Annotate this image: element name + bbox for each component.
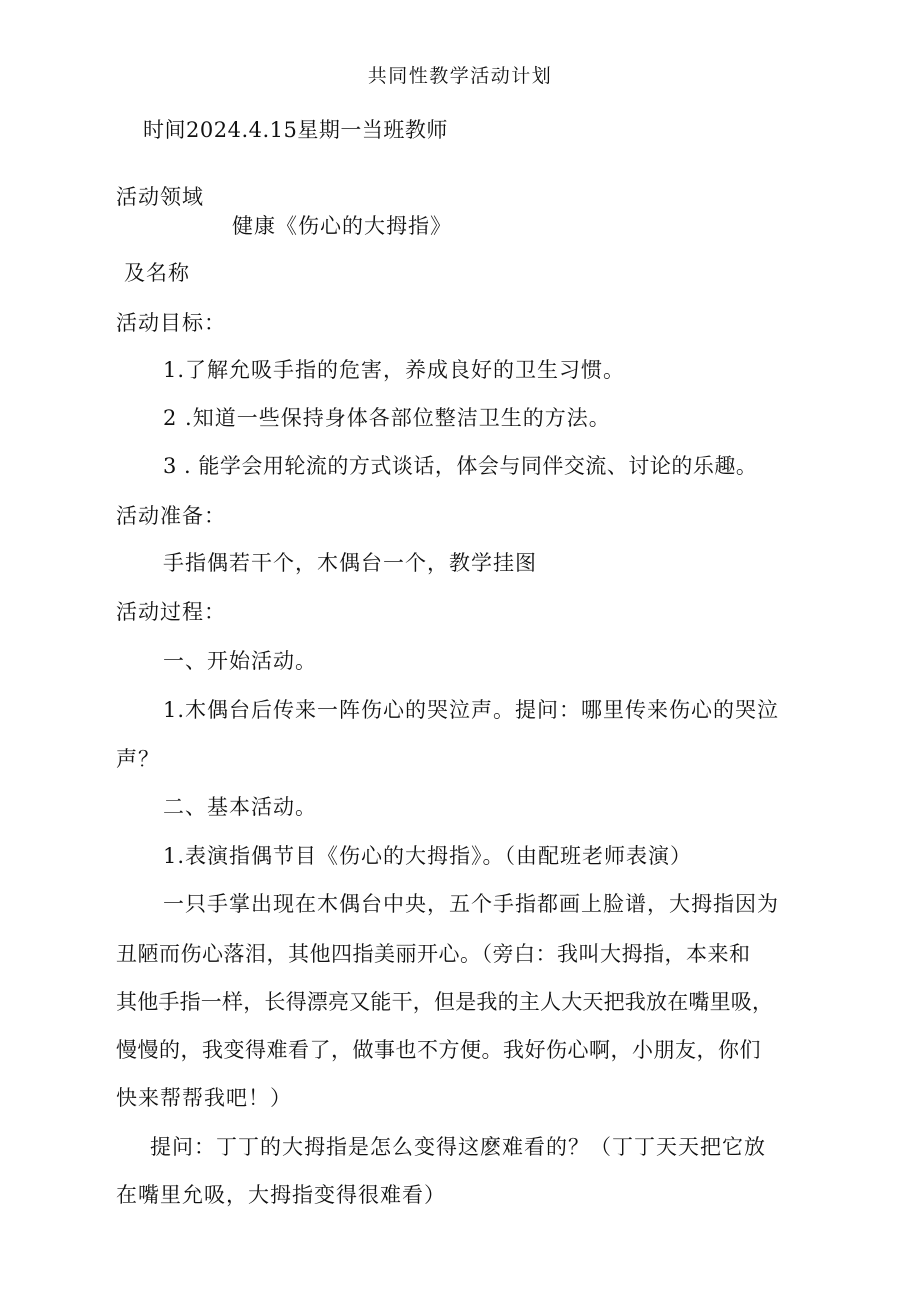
domain-value: 健康《伤心的大拇指》	[232, 214, 452, 238]
section1-heading: 一、开始活动。	[163, 649, 317, 673]
time-line: 时间2024.4.15星期一当班教师	[143, 118, 448, 142]
paragraph-1-line-3: 其他手指一样，长得漂亮又能干，但是我的主人大天把我放在嘴里吸，	[116, 990, 774, 1014]
document-title: 共同性教学活动计划	[367, 65, 553, 87]
section1-item1-line2: 声？	[116, 747, 160, 771]
domain-label-2: 及名称	[124, 261, 190, 285]
goal-item-1: 1.了解允吸手指的危害，养成良好的卫生习惯。	[163, 358, 626, 382]
section1-item1-line1: 1.木偶台后传来一阵伤心的哭泣声。提问：哪里传来伤心的哭泣	[163, 698, 780, 722]
section2-heading: 二、基本活动。	[163, 795, 317, 819]
prep-text: 手指偶若干个，木偶台一个，教学挂图	[163, 551, 537, 575]
paragraph-2-line-2: 在嘴里允吸，大拇指变得很难看）	[116, 1183, 446, 1207]
process-heading: 活动过程：	[116, 600, 226, 624]
paragraph-1-line-4: 慢慢的，我变得难看了，做事也不方便。我好伤心啊，小朋友，你们	[116, 1038, 761, 1062]
paragraph-1-line-5: 快来帮帮我吧！）	[116, 1086, 292, 1110]
goal-item-2: 2 .知道一些保持身体各部位整洁卫生的方法。	[163, 406, 611, 430]
section2-item1: 1.表演指偶节目《伤心的大拇指》。（由配班老师表演）	[163, 844, 693, 868]
paragraph-1-line-1: 一只手掌出现在木偶台中央，五个手指都画上脸谱，大拇指因为	[163, 892, 779, 916]
prep-heading: 活动准备：	[116, 504, 226, 528]
paragraph-2-line-1: 提问：丁丁的大拇指是怎么变得这麽难看的？（丁丁天天把它放	[150, 1135, 766, 1159]
goals-heading: 活动目标：	[116, 311, 226, 335]
goal-item-3: 3 . 能学会用轮流的方式谈话，体会与同伴交流、讨论的乐趣。	[163, 454, 758, 478]
domain-label-1: 活动领域	[116, 185, 204, 209]
paragraph-1-line-2: 丑陋而伤心落泪，其他四指美丽开心。（旁白：我叫大拇指，本来和	[116, 942, 751, 966]
